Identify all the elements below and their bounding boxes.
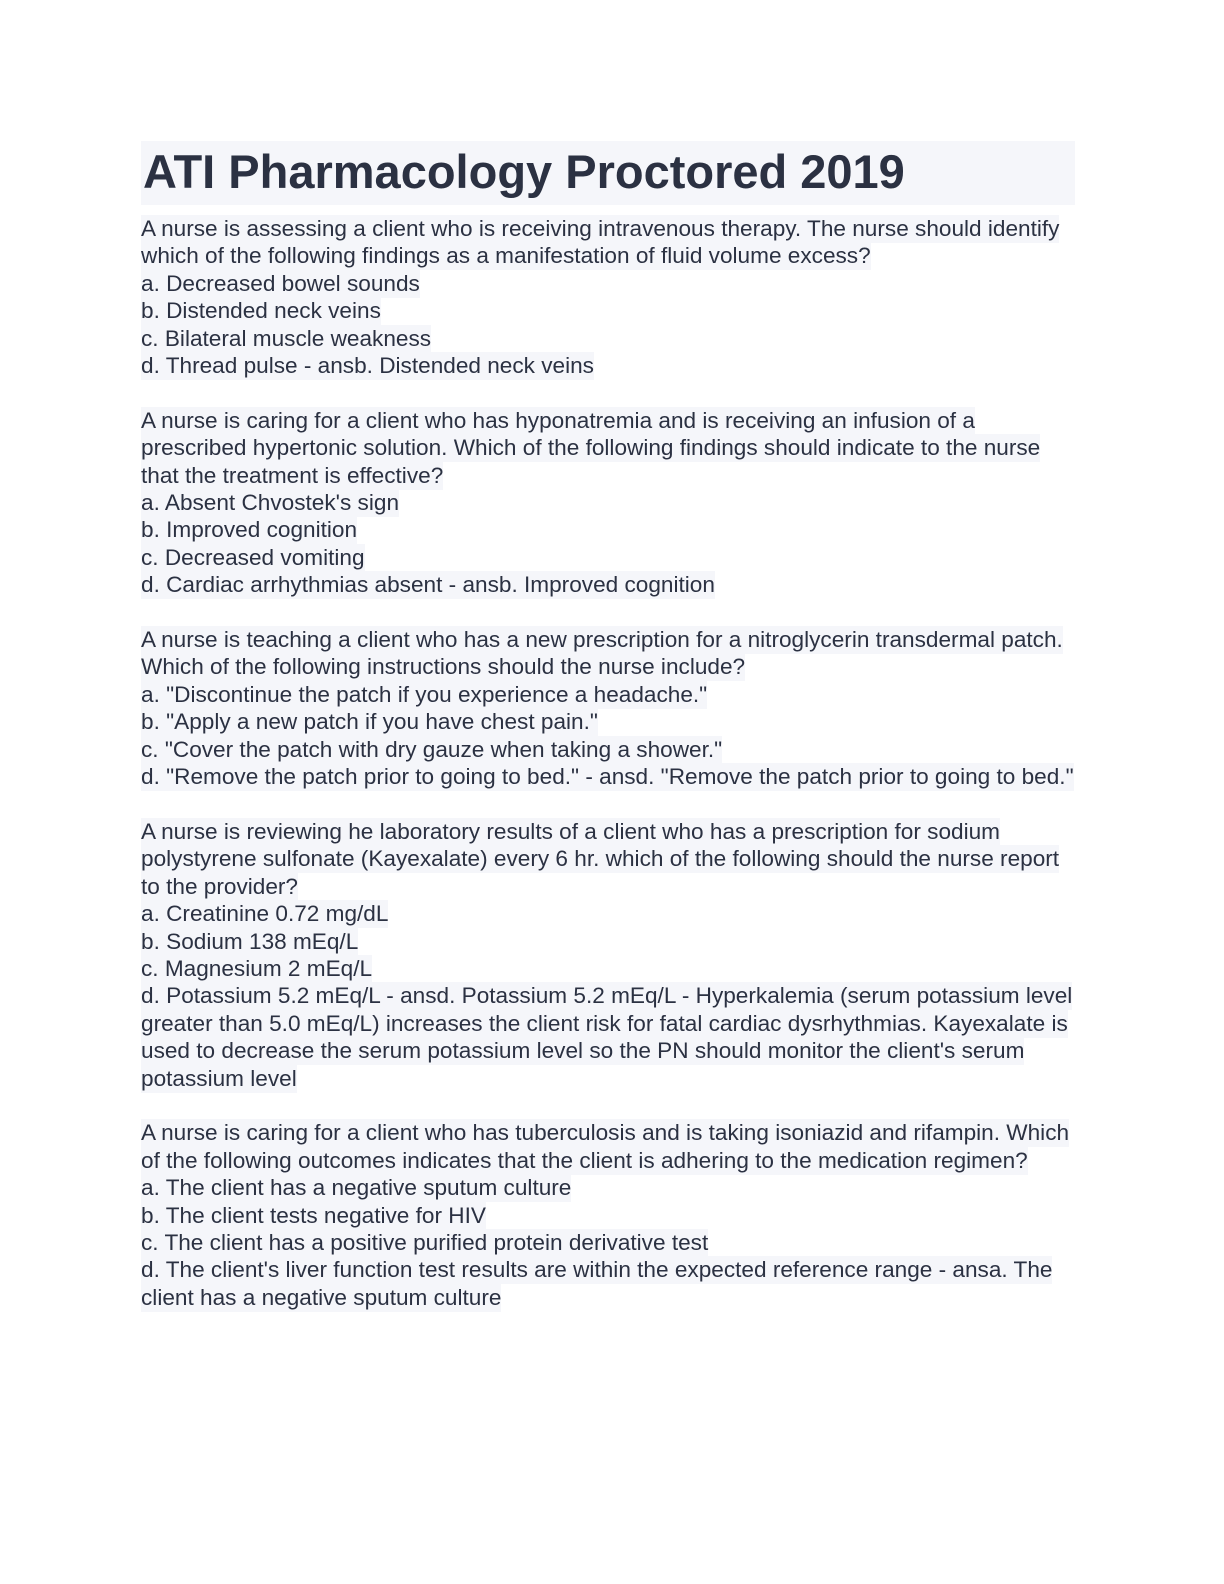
question-stem: A nurse is caring for a client who has hyponatremia and is receiving an infusion of a prescribed hypertonic solution. Which of the following findings should indicate to the nurse that the treatment is effective?: [141, 407, 1041, 488]
question-stem: A nurse is assessing a client who is receiving intravenous therapy. The nurse should identify which of the following findings as a manifestation of fluid volume excess?: [141, 216, 1060, 269]
document-page: [141, 141, 1081, 1311]
answer-option: b. Improved cognition: [141, 517, 358, 543]
answer-option: d. "Remove the patch prior to going to bed." - ansd. "Remove the patch prior to going to bed.": [141, 764, 1074, 790]
answer-option: c. Decreased vomiting: [141, 544, 365, 570]
answer-option: a. Decreased bowel sounds: [141, 270, 420, 296]
answer-option: b. The client tests negative for HIV: [141, 1202, 486, 1228]
answer-option: b. Sodium 138 mEq/L: [141, 928, 359, 954]
answer-option: c. "Cover the patch with dry gauze when taking a shower.": [141, 736, 723, 762]
answer-option: d. Cardiac arrhythmias absent - ansb. Improved cognition: [141, 572, 715, 598]
answer-option: c. Magnesium 2 mEq/L: [141, 955, 373, 981]
question-block: [141, 407, 1081, 599]
document-title: ATI Pharmacology Proctored 2019: [141, 141, 1075, 205]
answer-option: b. "Apply a new patch if you have chest pain.": [141, 709, 598, 735]
answer-option: a. Absent Chvostek's sign: [141, 490, 400, 516]
question-stem: A nurse is teaching a client who has a new prescription for a nitroglycerin transdermal patch. Which of the following instructions should the nurse include?: [141, 627, 1063, 680]
answer-option: d. Potassium 5.2 mEq/L - ansd. Potassium 5.2 mEq/L - Hyperkalemia (serum potassium level greater than 5.0 mEq/L) increases the client risk for fatal cardiac dysrhythmias. Kayexalate is used to decrease the serum potassium level so the PN should monitor the client's serum potassium level: [141, 983, 1073, 1091]
question-stem: A nurse is reviewing he laboratory results of a client who has a prescription for sodium polystyrene sulfonate (Kayexalate) every 6 hr. which of the following should the nurse report to the provider?: [141, 818, 1060, 899]
question-block: [141, 818, 1081, 1092]
answer-option: c. Bilateral muscle weakness: [141, 325, 432, 351]
answer-option: d. The client's liver function test results are within the expected reference range - ansa. The client has a negative sputum culture: [141, 1257, 1053, 1310]
answer-option: d. Thread pulse - ansb. Distended neck veins: [141, 353, 594, 379]
answer-option: c. The client has a positive purified protein derivative test: [141, 1229, 709, 1255]
answer-option: a. Creatinine 0.72 mg/dL: [141, 901, 389, 927]
answer-option: b. Distended neck veins: [141, 298, 381, 324]
answer-option: a. "Discontinue the patch if you experience a headache.": [141, 681, 708, 707]
question-block: [141, 626, 1081, 790]
question-block: [141, 215, 1081, 379]
question-block: [141, 1119, 1081, 1311]
answer-option: a. The client has a negative sputum culture: [141, 1175, 572, 1201]
question-stem: A nurse is caring for a client who has tuberculosis and is taking isoniazid and rifampin. Which of the following outcomes indicates that the client is adhering to the medication regimen?: [141, 1120, 1070, 1173]
